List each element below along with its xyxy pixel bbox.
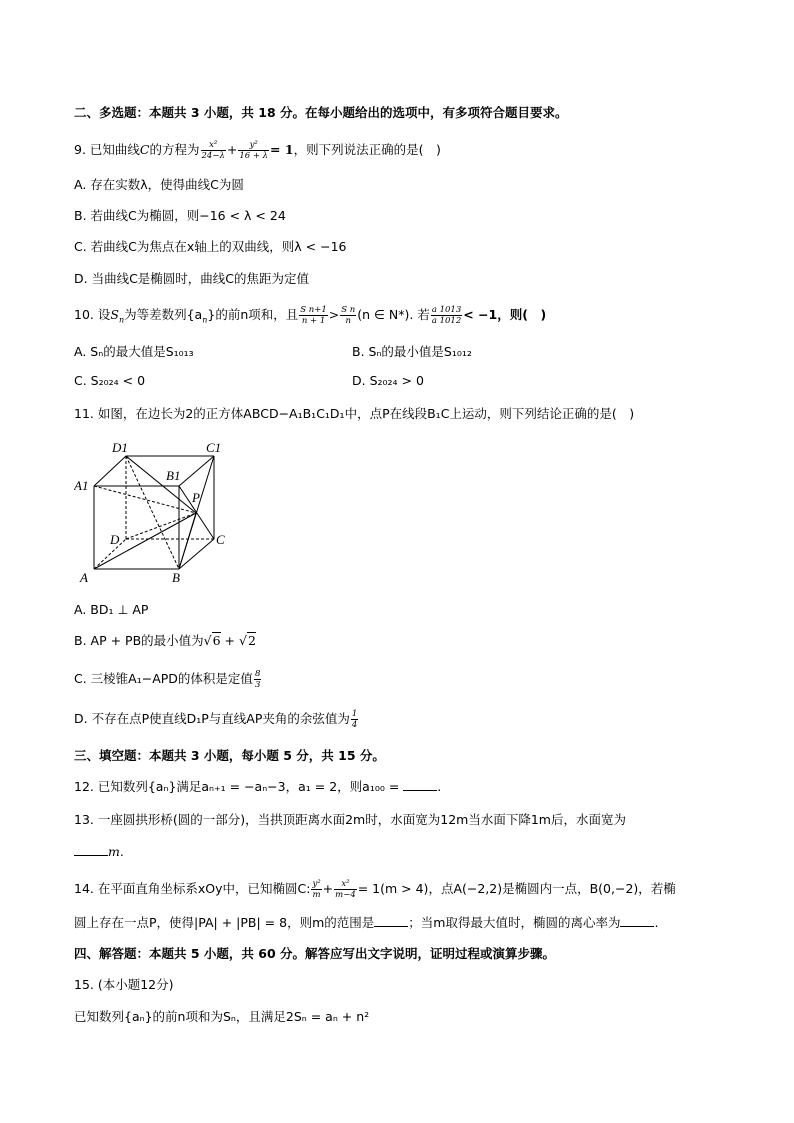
q10-option-b: B. Sₙ的最小值是S₁₀₁₂ bbox=[352, 344, 472, 359]
label-c1: C1 bbox=[206, 440, 222, 455]
q12-answer-blank[interactable] bbox=[403, 778, 437, 791]
q14-frac-2-num: x² bbox=[334, 879, 357, 890]
q10-sn: S bbox=[110, 307, 119, 322]
q10-stem-a: 10. 设 bbox=[74, 307, 111, 322]
edge-d1a1 bbox=[94, 456, 126, 486]
q13-unit: m. bbox=[108, 844, 124, 859]
q13-answer-blank[interactable] bbox=[74, 843, 108, 856]
q10-option-d: D. S₂₀₂₄ > 0 bbox=[352, 373, 424, 388]
q9-frac-2-num: y² bbox=[238, 140, 269, 151]
q14-frac-2-den: m−4 bbox=[335, 890, 356, 900]
q10-stem-d: (n ∈ N*). 若 bbox=[357, 307, 430, 322]
q10-stem-b: 为等差数列{a bbox=[124, 307, 203, 322]
q10-frac-1 bbox=[299, 305, 328, 326]
q10-frac-3 bbox=[431, 305, 462, 326]
q9-option-a: A. 存在实数λ，使得曲线C为圆 bbox=[74, 177, 244, 192]
label-b: B bbox=[172, 570, 180, 585]
label-p: P bbox=[192, 490, 200, 505]
q14-text-d: ；当m取得最大值时，椭圆的离心率为 bbox=[408, 915, 621, 930]
label-a: A bbox=[80, 570, 88, 585]
edge-bc bbox=[179, 539, 214, 569]
q9-stem bbox=[74, 140, 441, 161]
q14-frac-1-num: y² bbox=[312, 879, 321, 889]
q10-gt: > bbox=[328, 307, 340, 322]
q11-option-c-text: C. 三棱锥A₁−APD的体积是定值 bbox=[74, 671, 253, 686]
q14-text-e: . bbox=[654, 915, 659, 930]
q15-body: 已知数列{aₙ}的前n项和为Sₙ，且满足2Sₙ = aₙ + n² bbox=[74, 1009, 370, 1024]
segment-bc1 bbox=[179, 456, 214, 569]
q11-option-d-text: D. 不存在点P使直线D₁P与直线AP夹角的余弦值为 bbox=[74, 711, 350, 726]
q10-frac-1-den: n + 1 bbox=[301, 316, 326, 326]
q14-text-b: = 1(m > 4)，点A(−2,2)是椭圆内一点，B(0,−2)，若椭 bbox=[357, 881, 676, 896]
q11-option-d-frac bbox=[351, 709, 358, 730]
q11-option-b: B. AP + PB的最小值为√6 + √2 bbox=[74, 633, 256, 648]
q11-option-c-den: 3 bbox=[254, 680, 261, 690]
label-d: D bbox=[110, 532, 120, 547]
q11-option-b-plus: + bbox=[220, 633, 239, 648]
q10-option-a: A. Sₙ的最大值是S₁₀₁₃ bbox=[74, 344, 194, 359]
q12 bbox=[74, 778, 441, 796]
q9-frac-2 bbox=[238, 140, 269, 161]
q9-frac-2-den: 16 + λ bbox=[239, 151, 269, 161]
q14-line-2 bbox=[74, 914, 658, 932]
segment-a1p bbox=[94, 486, 196, 513]
q11-option-d bbox=[74, 709, 359, 730]
segment-dp bbox=[126, 513, 196, 539]
q11-option-c-num: 8 bbox=[254, 669, 261, 679]
q9-stem-b: 的方程为 bbox=[149, 142, 200, 157]
q9-frac-1-den: 24−λ bbox=[201, 151, 225, 161]
label-a1: A1 bbox=[74, 478, 89, 493]
q14-frac-1-den: m bbox=[312, 890, 321, 900]
q14-text-a: 14. 在平面直角坐标系xOy中，已知椭圆C: bbox=[74, 881, 311, 896]
q10-stem-e: < −1，则( ) bbox=[463, 307, 547, 322]
q11-option-c bbox=[74, 669, 262, 690]
q13-line-1: 13. 一座圆拱形桥(圆的一部分)，当拱顶距离水面2m时，水面宽为12m当水面下降1m后，水面宽为 bbox=[74, 812, 626, 827]
q11-option-b-text: B. AP + PB的最小值为 bbox=[74, 633, 204, 648]
q14-text-c: 圆上存在一点P，使得|PA| + |PB| = 8，则m的范围是 bbox=[74, 915, 375, 930]
q9-option-b: B. 若曲线C为椭圆，则−16 < λ < 24 bbox=[74, 208, 286, 223]
q9-stem-a: 9. 已知曲线 bbox=[74, 142, 140, 157]
q11-stem: 11. 如图，在边长为2的正方体ABCD−A₁B₁C₁D₁中，点P在线段B₁C上运动，则下列结论正确的是( ) bbox=[74, 406, 635, 421]
q14-line-1: 14. 在平面直角坐标系xOy中，已知椭圆C: $\frac{\text{y²}}{m}$ + $\frac{\text{x²}}{m-4}$ = 1(m > 4)，点A(−2,2)是椭圆内一点，B(0,−2)，若椭 bbox=[74, 879, 676, 900]
q9-frac-1-num: x² bbox=[201, 140, 226, 151]
q9-option-c: C. 若曲线C为焦点在x轴上的双曲线，则λ < −16 bbox=[74, 239, 347, 254]
q14-frac-1 bbox=[311, 879, 321, 900]
q9-frac-1 bbox=[201, 140, 226, 161]
section-2-heading: 二、多选题：本题共 3 小题，共 18 分。在每小题给出的选项中，有多项符合题目要求。 bbox=[74, 105, 568, 120]
q14-blank-1[interactable] bbox=[374, 914, 408, 927]
q9-option-d: D. 当曲线C是椭圆时，曲线C的焦距为定值 bbox=[74, 271, 310, 286]
section-4-heading: 四、解答题：本题共 5 小题，共 60 分。解答应写出文字说明，证明过程或演算步骤。 bbox=[74, 946, 556, 961]
q10-option-c: C. S₂₀₂₄ < 0 bbox=[74, 373, 146, 388]
edge-b1c1 bbox=[179, 456, 214, 486]
q14-frac-2 bbox=[334, 879, 357, 900]
q11-option-d-den: 4 bbox=[351, 720, 358, 730]
q14-blank-2[interactable] bbox=[620, 914, 654, 927]
label-c: C bbox=[216, 532, 225, 547]
q10-frac-2-num: S n bbox=[341, 305, 356, 315]
label-b1: B1 bbox=[166, 468, 181, 483]
q11-option-a: A. BD₁ ⊥ AP bbox=[74, 602, 149, 617]
q11-option-c-frac bbox=[254, 669, 261, 690]
q10-stem-c: }的前n项和，且 bbox=[207, 307, 299, 322]
q10-frac-2-den: n bbox=[345, 316, 352, 326]
q10-stem: 10. 设$S_n$为等差数列$\{a_n\}$的前n项和，且 $\frac{\text{S n+1}}{n + 1}$ > $\frac{\text{S n}}{n}$ (n ∈ N*). 若 $\frac{a 1013}{a 1012}$ < −1，则( ) bbox=[74, 305, 547, 326]
q12-end: . bbox=[437, 779, 442, 794]
section-3-heading: 三、填空题：本题共 3 小题，每小题 5 分，共 15 分。 bbox=[74, 748, 385, 763]
q9-stem-c: ，则下列说法正确的是( ) bbox=[293, 142, 441, 157]
q15-title: 15. (本小题12分) bbox=[74, 977, 174, 992]
q10-frac-3-num: a 1013 bbox=[431, 305, 462, 315]
q9-plus: + bbox=[226, 142, 238, 157]
q10-frac-3-den: a 1012 bbox=[431, 316, 462, 326]
q9-curve-c: C bbox=[139, 142, 150, 157]
q11-option-b-root2: 2 bbox=[247, 633, 256, 648]
q11-option-d-num: 1 bbox=[351, 709, 358, 719]
q9-eq: = 1 bbox=[270, 142, 294, 157]
label-d1: D1 bbox=[112, 440, 128, 455]
segment-d1p bbox=[126, 456, 196, 513]
q13-line-2 bbox=[74, 843, 124, 861]
q10-frac-1-num: S n+1 bbox=[300, 305, 327, 315]
q11-option-b-root1: 6 bbox=[212, 633, 221, 648]
q12-text: 12. 已知数列{aₙ}满足aₙ₊₁ = −aₙ−3，a₁ = 2，则a₁₀₀ = bbox=[74, 779, 400, 794]
q10-frac-2 bbox=[340, 305, 356, 326]
cube-figure bbox=[74, 436, 244, 588]
